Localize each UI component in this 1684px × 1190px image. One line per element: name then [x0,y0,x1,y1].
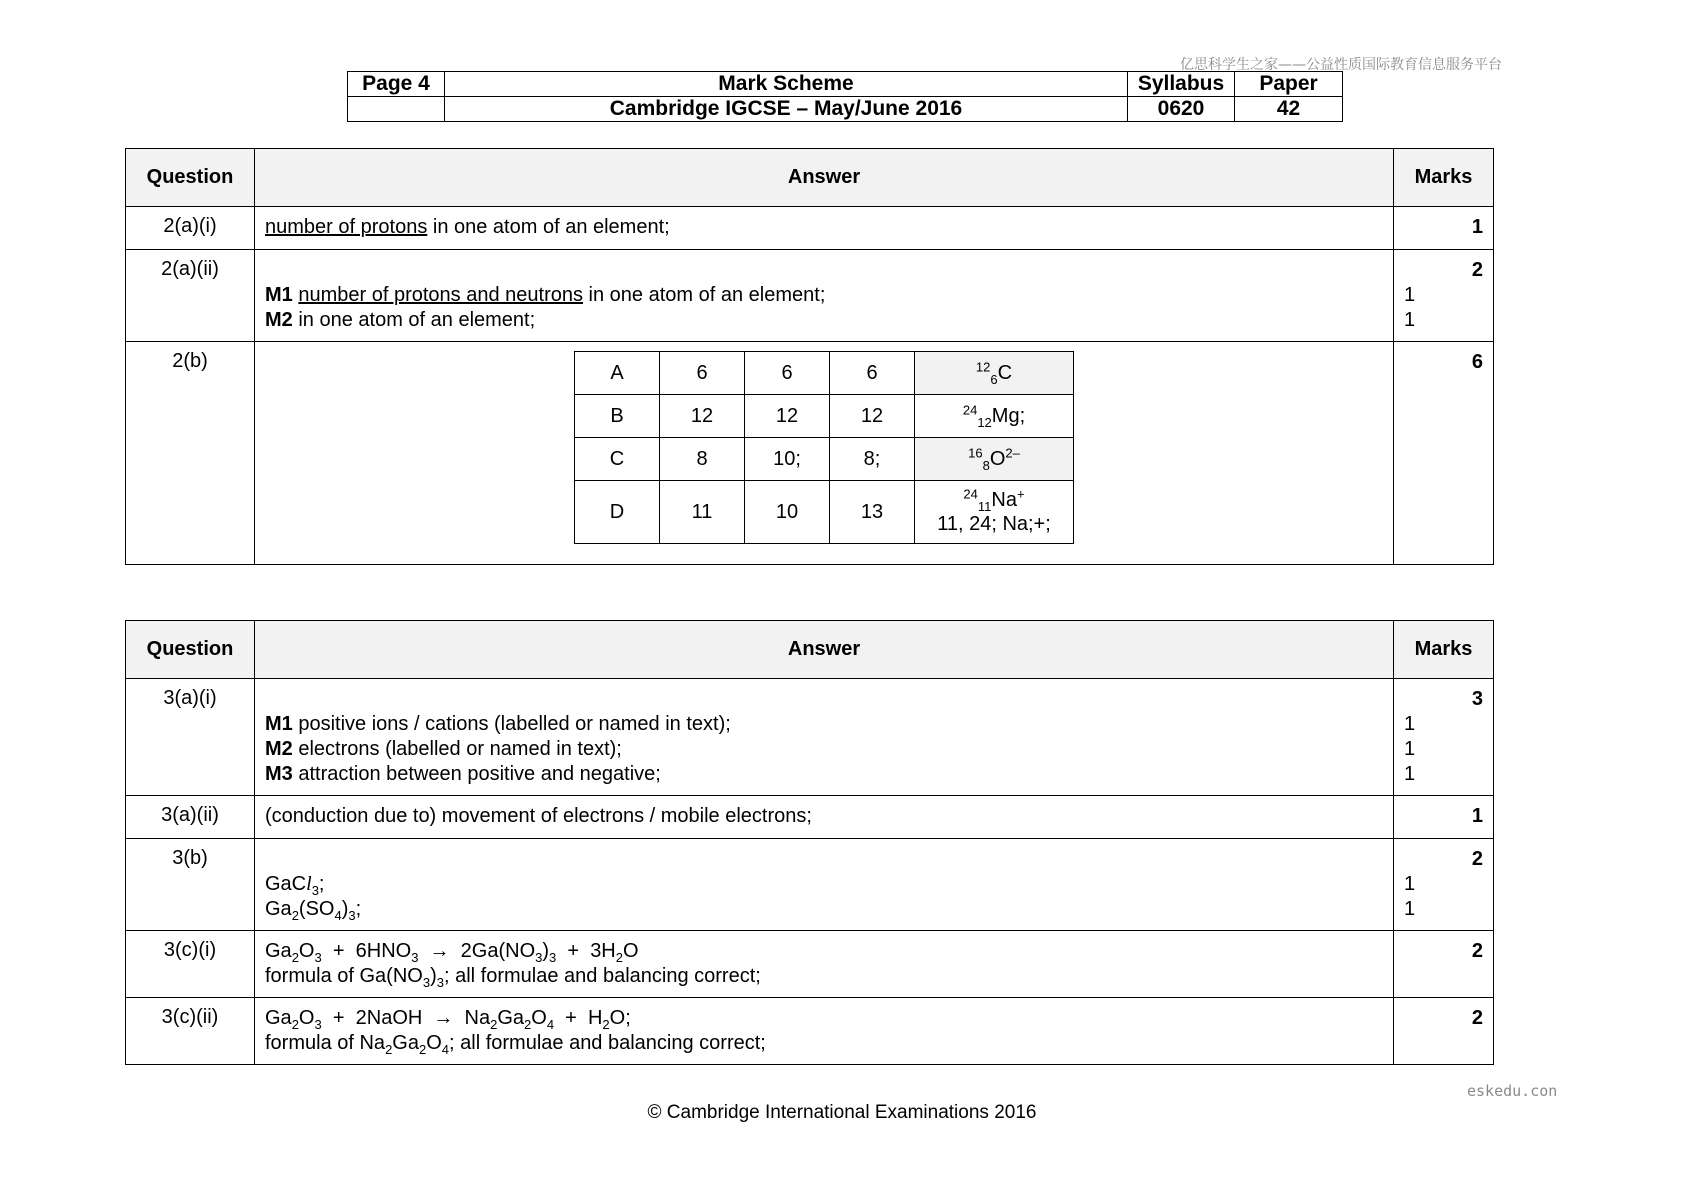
sub-mark: 1 [1404,898,1416,920]
answer-text: in one atom of an element; [583,284,826,306]
total-mark: 2 [1471,848,1483,870]
isotope-symbol: $^{24}_{12}$Mg; [915,395,1074,438]
answer-cell [255,839,1394,931]
chemical-equation: $Ga_2O_3$ + 2NaOH → $Na_2Ga_2O_4 + H_2O$; [265,1007,631,1032]
table-cell: 6 [830,352,915,395]
particle-label: D [575,481,660,544]
answer-cell [255,679,1394,796]
answer-text: in one atom of an element; [292,309,536,331]
question-number: 3(c)(ii) [126,998,255,1065]
answer-cell [255,931,1394,998]
table-cell: 10 [745,481,830,544]
paper-label: Paper [1235,72,1343,97]
table-row [126,679,1494,796]
marks-cell [1394,679,1494,796]
answer-text: positive ions / cations (labelled or named in text); [292,713,731,735]
table-cell: 6 [660,352,745,395]
paper-number: 42 [1235,97,1343,122]
total-mark: 1 [1394,207,1494,250]
answer-line [265,712,1383,737]
total-mark: 2 [1471,259,1483,281]
question-number: 3(b) [126,839,255,931]
answer-note: formula of $Ga(NO_3)_3$; all formulae and balancing correct; [265,965,761,990]
table-cell: 12 [745,395,830,438]
marks-header: Marks [1394,621,1494,679]
answer-line [265,308,1383,333]
page-header-table [347,71,1343,122]
table-row [126,839,1494,931]
answer-text: number of protons [265,216,428,238]
table-cell: 11 [660,481,745,544]
answer-cell [255,250,1394,342]
table-row [575,481,1074,544]
question-header: Question [126,621,255,679]
question-number: 3(a)(ii) [126,796,255,839]
table-row [126,207,1494,250]
copyright-footer: © Cambridge International Examinations 2016 [647,1102,1037,1123]
sub-mark: 1 [1404,284,1416,306]
total-mark: 2 [1394,931,1494,998]
marks-header: Marks [1394,149,1494,207]
table-row [126,250,1494,342]
table-row [575,438,1074,481]
question-number: 2(a)(i) [126,207,255,250]
question-2-table [125,148,1494,565]
total-mark: 1 [1394,796,1494,839]
mark-point-label: M1 [265,284,293,306]
table-cell: 8 [660,438,745,481]
answer-cell [255,207,1394,250]
mark-point-label: M3 [265,763,293,785]
table-row [126,931,1494,998]
sub-mark: 1 [1404,309,1416,331]
question-number: 3(c)(i) [126,931,255,998]
table-cell: 8; [830,438,915,481]
chemical-equation: $Ga_2O_3 + 6HNO_3 \to 2Ga(NO_3)_3 + 3H_2O$ [265,940,639,965]
total-mark: 6 [1394,342,1494,565]
particle-label: C [575,438,660,481]
answer-text: electrons (labelled or named in text); [292,738,622,760]
sub-mark: 1 [1404,873,1416,895]
page-number: Page 4 [348,72,445,97]
empty-cell [348,97,445,122]
isotope-symbol: $^{12}_6$C [915,352,1074,395]
document-title: Mark Scheme [445,72,1128,97]
question-number: 2(b) [126,342,255,565]
question-header: Question [126,149,255,207]
answer-text: in one atom of an element; [427,216,670,238]
answer-cell [255,998,1394,1065]
formula-gallium-sulfate: $Ga_2(SO_4)_3$; [265,898,362,923]
particle-label: A [575,352,660,395]
exam-name: Cambridge IGCSE – May/June 2016 [445,97,1128,122]
table-cell: 13 [830,481,915,544]
answer-note: formula of $Na_2Ga_2O_4$; all formulae and balancing correct; [265,1032,766,1057]
answer-line [265,762,1383,787]
question-number: 2(a)(ii) [126,250,255,342]
isotope-symbol: $^{16}_8O^{2-}$ [915,438,1074,481]
total-mark: 3 [1471,688,1483,710]
table-cell: 10; [745,438,830,481]
answer-header: Answer [255,621,1394,679]
answer-line [265,737,1383,762]
table-row [126,998,1494,1065]
table-row [575,395,1074,438]
table-row [126,342,1494,565]
isotope-note: 11, 24; Na;+; [937,513,1051,535]
answer-header: Answer [255,149,1394,207]
mark-point-label: M1 [265,713,293,735]
watermark-bottom: eskedu.con [1467,1082,1558,1100]
total-mark: 2 [1394,998,1494,1065]
answer-text: (conduction due to) movement of electrons / mobile electrons; [255,796,1394,839]
syllabus-code: 0620 [1128,97,1235,122]
marks-cell [1394,839,1494,931]
answer-text: number of protons and neutrons [298,284,583,306]
answer-text: attraction between positive and negative; [292,763,661,785]
table-cell: 12 [660,395,745,438]
table-row [575,352,1074,395]
sub-mark: 1 [1404,738,1416,760]
watermark-top: 亿思科学生之家——公益性质国际教育信息服务平台 [1180,57,1502,73]
mark-point-label: M2 [265,738,293,760]
particle-label: B [575,395,660,438]
table-row [126,796,1494,839]
sub-mark: 1 [1404,763,1416,785]
mark-point-label: M2 [265,309,293,331]
syllabus-label: Syllabus [1128,72,1235,97]
table-cell: 6 [745,352,830,395]
answer-cell [255,342,1394,565]
sub-mark: 1 [1404,713,1416,735]
marks-cell [1394,250,1494,342]
question-number: 3(a)(i) [126,679,255,796]
table-cell: 12 [830,395,915,438]
atomic-structure-table [574,351,1074,544]
answer-line [265,283,1383,308]
isotope-symbol: $^{24}_{11}$Na+ 11, 24; Na;+; [915,481,1074,544]
formula-gallium-chloride: GaCl$_3$; [265,873,325,898]
question-3-table [125,620,1494,1065]
